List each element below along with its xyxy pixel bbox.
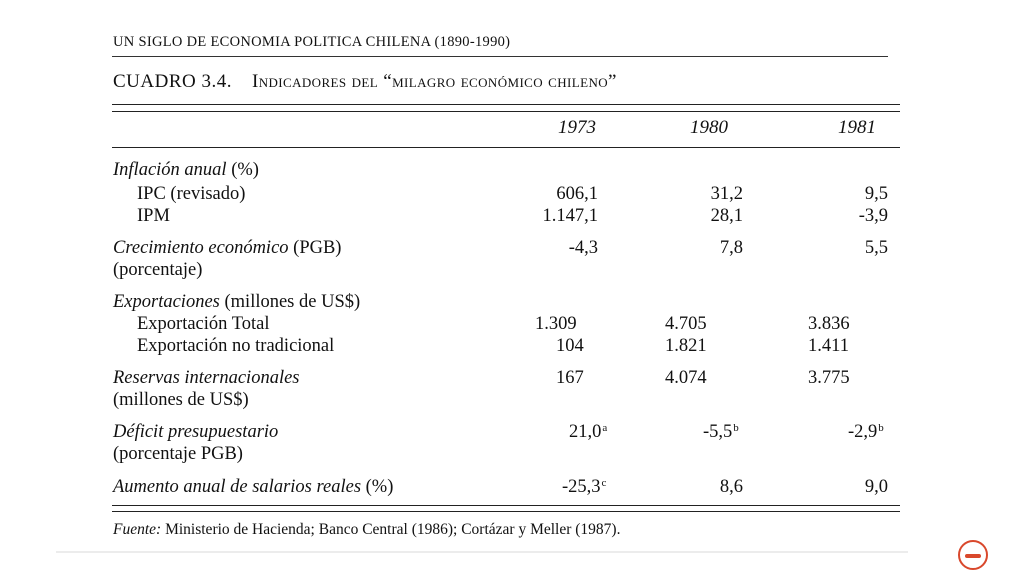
cell-reservas-1981: 3.775 <box>808 368 850 388</box>
year-header-1980: 1980 <box>690 117 728 138</box>
source-text: Ministerio de Hacienda; Banco Central (1986); Cortázar y Meller (1987). <box>161 521 621 538</box>
running-head: UN SIGLO DE ECONOMIA POLITICA CHILENA (1890-1990) <box>113 34 511 50</box>
cell-deficit-1981 <box>848 423 884 442</box>
row-label-export-total: Exportación Total <box>137 314 270 334</box>
row-label-crecimiento-2: (porcentaje) <box>113 260 203 280</box>
label-rest: (%) <box>226 160 259 180</box>
row-label-deficit: Déficit presupuestario <box>113 422 279 442</box>
footnote-marker: b <box>878 422 884 434</box>
row-label-ipm: IPM <box>137 206 170 226</box>
label-rest: (millones de US$) <box>219 292 361 312</box>
cell-value: -25,3 <box>562 477 601 497</box>
header-bottom-rule <box>112 147 900 148</box>
label-rest: (PGB) <box>288 238 342 258</box>
table-top-rule-2 <box>112 111 900 112</box>
source-label: Fuente: <box>113 521 162 538</box>
label-italic: Aumento anual de salarios reales <box>113 477 362 497</box>
label-rest: (%) <box>361 477 394 497</box>
row-label-crecimiento <box>113 239 341 258</box>
header-rule <box>112 56 888 57</box>
caption-title: Indicadores del “milagro económico chileno” <box>251 71 617 92</box>
row-label-ipc: IPC (revisado) <box>137 184 246 204</box>
cell-value: 21,0 <box>569 422 602 442</box>
label-italic: Inflación anual <box>113 160 227 180</box>
footnote-marker: a <box>602 422 608 434</box>
cell-reservas-1980: 4.074 <box>665 368 707 388</box>
cell-crecimiento-1973: -4,3 <box>568 238 598 258</box>
cell-salarios-1981: 9,0 <box>864 477 888 497</box>
caption-number: CUADRO 3.4. <box>113 71 232 92</box>
cell-salarios-1973 <box>562 478 606 497</box>
label-italic: Exportaciones <box>113 292 220 312</box>
cell-ipm-1980: 28,1 <box>710 206 743 226</box>
cell-ipc-1973: 606,1 <box>556 184 598 204</box>
cell-export-total-1981: 3.836 <box>808 314 850 334</box>
cell-reservas-1973: 167 <box>556 368 584 388</box>
cell-ipc-1981: 9,5 <box>864 184 888 204</box>
table-bottom-rule-2 <box>112 511 900 512</box>
cell-ipm-1981: -3,9 <box>858 206 888 226</box>
source-note <box>113 520 753 539</box>
cell-crecimiento-1981: 5,5 <box>864 238 888 258</box>
row-label-salarios <box>113 478 393 497</box>
footnote-marker: b <box>733 422 739 434</box>
row-label-reservas: Reservas internacionales <box>113 368 300 388</box>
cell-ipc-1980: 31,2 <box>710 184 743 204</box>
year-header-1973: 1973 <box>558 117 596 138</box>
cell-ipm-1973: 1.147,1 <box>542 206 598 226</box>
table-caption <box>113 71 617 93</box>
row-label-reservas-2: (millones de US$) <box>113 390 249 410</box>
row-label-inflacion <box>113 161 259 180</box>
cell-crecimiento-1980: 7,8 <box>719 238 743 258</box>
cell-deficit-1973 <box>569 423 607 442</box>
row-label-export-no-trad: Exportación no tradicional <box>137 336 335 356</box>
cell-export-total-1973: 1.309 <box>535 314 577 334</box>
slide-badge-icon <box>958 540 988 570</box>
cell-export-no-trad-1973: 104 <box>556 336 584 356</box>
footnote-marker: c <box>601 477 607 489</box>
cell-value: -5,5 <box>703 422 733 442</box>
cell-export-no-trad-1980: 1.821 <box>665 336 707 356</box>
year-header-1981: 1981 <box>838 117 876 138</box>
row-label-exportaciones <box>113 293 360 312</box>
cell-salarios-1980: 8,6 <box>719 477 743 497</box>
table-bottom-rule <box>112 505 900 506</box>
cell-deficit-1980 <box>703 423 739 442</box>
cell-value: -2,9 <box>848 422 878 442</box>
row-label-deficit-2: (porcentaje PGB) <box>113 444 243 464</box>
table-top-rule <box>112 104 900 105</box>
slide-footer-line <box>56 551 908 553</box>
cell-export-total-1980: 4.705 <box>665 314 707 334</box>
label-italic: Crecimiento económico <box>113 238 289 258</box>
cell-export-no-trad-1981: 1.411 <box>808 336 849 356</box>
